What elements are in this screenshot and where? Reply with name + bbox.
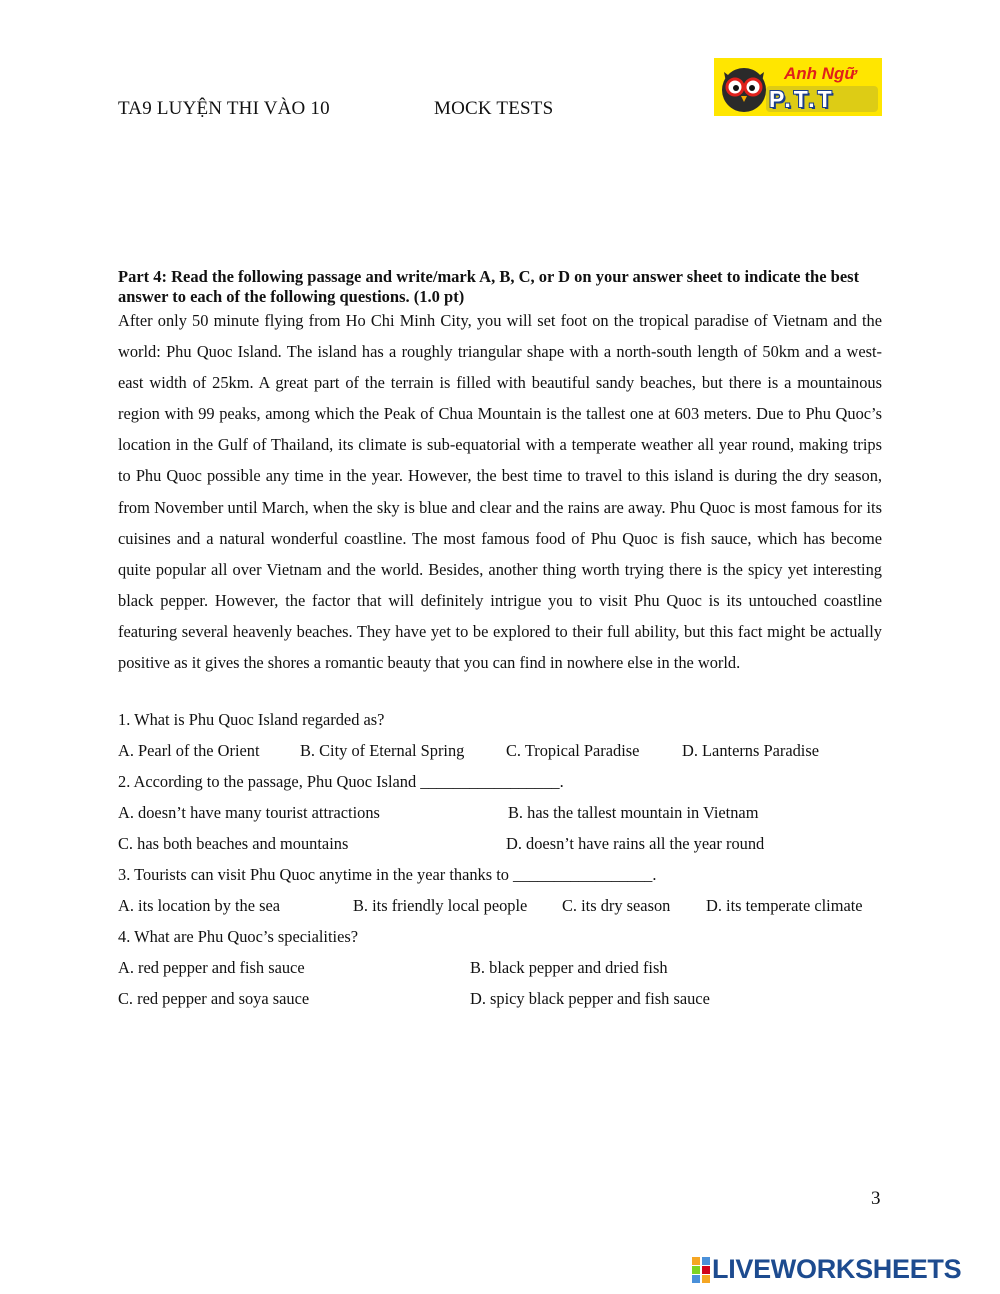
logo-bottom-text: P.T.T (769, 86, 835, 112)
question-3-option-b[interactable]: B. its friendly local people (353, 896, 528, 915)
question-2-stem: 2. According to the passage, Phu Quoc Island _________________. (118, 772, 564, 791)
question-4-option-d[interactable]: D. spicy black pepper and fish sauce (470, 989, 710, 1008)
question-3-option-a[interactable]: A. its location by the sea (118, 896, 281, 915)
logo-top-text: Anh Ngữ (784, 64, 857, 83)
question-4-option-b[interactable]: B. black pepper and dried fish (470, 958, 668, 977)
question-2-option-b[interactable]: B. has the tallest mountain in Vietnam (508, 803, 759, 822)
school-logo (714, 58, 882, 116)
course-title: TA9 LUYỆN THI VÀO 10 (118, 98, 330, 119)
question-3-option-d[interactable]: D. its temperate climate (706, 896, 863, 915)
question-3-option-c[interactable]: C. its dry season (562, 896, 671, 915)
question-3-stem: 3. Tourists can visit Phu Quoc anytime in the year thanks to _________________. (118, 865, 657, 884)
question-4-option-a[interactable]: A. red pepper and fish sauce (118, 958, 305, 977)
question-1-stem: 1. What is Phu Quoc Island regarded as? (118, 710, 385, 729)
question-1-option-c[interactable]: C. Tropical Paradise (506, 741, 640, 760)
question-4-option-c[interactable]: C. red pepper and soya sauce (118, 989, 310, 1008)
question-1-option-a[interactable]: A. Pearl of the Orient (118, 741, 260, 760)
series-title: MOCK TESTS (434, 98, 554, 119)
question-2-option-a[interactable]: A. doesn’t have many tourist attractions (118, 803, 380, 822)
page-number: 3 (871, 1188, 881, 1209)
question-2-option-d[interactable]: D. doesn’t have rains all the year round (506, 834, 765, 853)
liveworksheets-wordmark: LIVEWORKSHEETS (712, 1254, 962, 1284)
question-1-option-d[interactable]: D. Lanterns Paradise (682, 741, 819, 760)
part-instructions: Part 4: Read the following passage and write/mark A, B, C, or D on your answer sheet to indicate the best answer to each of the following questions. (1.0 pt) (118, 267, 860, 306)
question-2-option-c[interactable]: C. has both beaches and mountains (118, 834, 349, 853)
liveworksheets-blocks-icon (692, 1257, 710, 1283)
question-1-option-b[interactable]: B. City of Eternal Spring (300, 741, 465, 760)
reading-passage: After only 50 minute flying from Ho Chi Minh City, you will set foot on the tropical paradise of Vietnam and the world: Phu Quoc Island. The island has a roughly triangular shape with a north-south length of 50km and a west-east width of 25km. A great part of the terrain is filled with beautiful sandy beaches, but there is a mountainous region with 99 peaks, among which the Peak of Chua Mountain is the tallest one at 603 meters. Due to Phu Quoc’s location in the Gulf of Thailand, its climate is sub-equatorial with a temperate weather all year round, making trips to Phu Quoc possible any time in the year. However, the best time to travel to this island is during the dry season, from November until March, when the sky is blue and clear and the rains are away. Phu Quoc is most famous for its cuisines and a natural wonderful coastline. The most famous food of Phu Quoc is fish sauce, which has become quite popular all over Vietnam and the world. Besides, another thing worth trying there is the spicy yet interesting black pepper. However, the factor that will definitely intrigue you to visit Phu Quoc is its untouched coastline featuring several heavenly beaches. They have yet to be explored to their full ability, but this fact might be actually positive as it gives the shores a romantic beauty that you can find in nowhere else in the world. (118, 311, 882, 673)
question-4-stem: 4. What are Phu Quoc’s specialities? (118, 927, 359, 946)
